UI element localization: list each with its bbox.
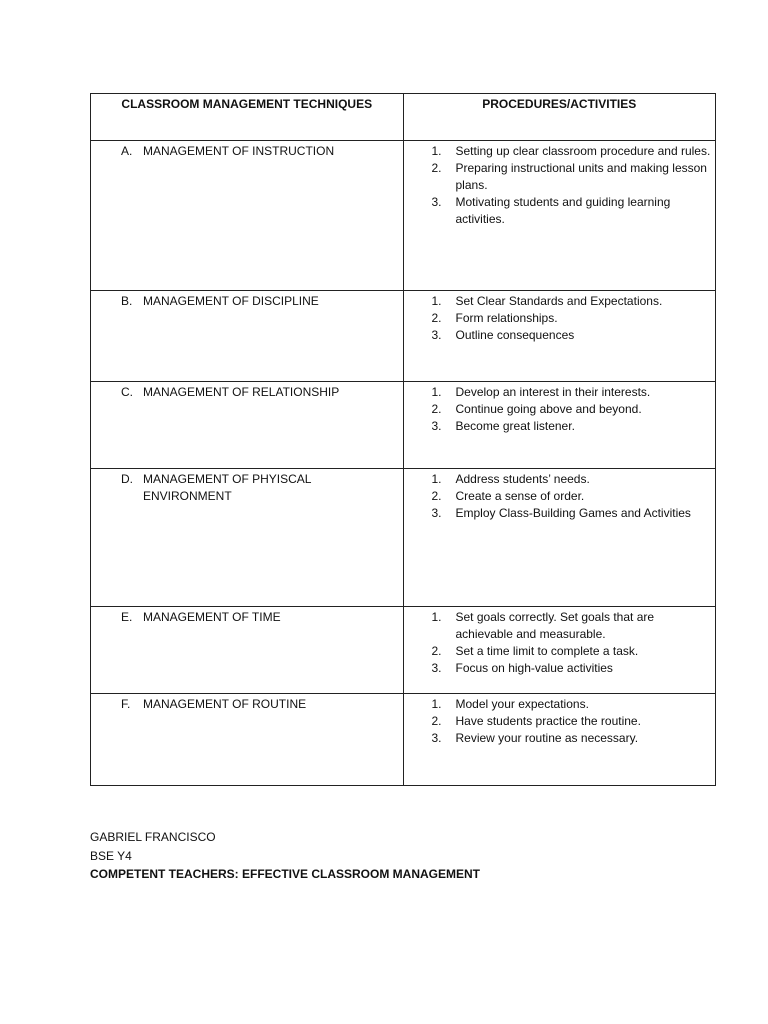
procedures-cell (403, 382, 716, 469)
document-title: COMPETENT TEACHERS: EFFECTIVE CLASSROOM MANAGEMENT (90, 867, 481, 881)
list-item: 1. Address students’ needs. (431, 472, 590, 486)
list-item: 1. Setting up clear classroom procedure and rules. (431, 144, 711, 158)
procedures-list (432, 607, 712, 677)
technique-cell (91, 469, 404, 607)
technique-name: MANAGEMENT OF TIME (143, 610, 281, 624)
list-item: 1. Model your expectations. (431, 697, 589, 711)
table-row (91, 291, 716, 382)
technique-name: MANAGEMENT OF RELATIONSHIP (143, 385, 340, 399)
header-procedures: PROCEDURES/ACTIVITIES (403, 94, 716, 141)
technique-letter: B. (121, 294, 133, 308)
technique-name: MANAGEMENT OF DISCIPLINE (143, 294, 319, 308)
techniques-table (90, 93, 716, 786)
list-item: 1. Set Clear Standards and Expectations. (431, 294, 663, 308)
table-row (91, 382, 716, 469)
header-techniques: CLASSROOM MANAGEMENT TECHNIQUES (91, 94, 404, 141)
technique-cell (91, 694, 404, 786)
technique-letter: A. (121, 144, 133, 158)
procedures-list (432, 694, 712, 747)
procedures-list (432, 469, 712, 522)
procedures-cell (403, 291, 716, 382)
procedures-list (432, 382, 712, 435)
technique-cell (91, 382, 404, 469)
list-item: 2. Continue going above and beyond. (431, 402, 642, 416)
list-item: 3. Review your routine as necessary. (431, 731, 639, 745)
procedures-list (432, 141, 712, 228)
technique-name: MANAGEMENT OF INSTRUCTION (143, 144, 335, 158)
list-item: 2. Have students practice the routine. (431, 714, 641, 728)
list-item: 2. Preparing instructional units and making lesson plans. (431, 161, 707, 192)
list-item: 3. Employ Class-Building Games and Activities (431, 506, 691, 520)
list-item: 2. Set a time limit to complete a task. (431, 644, 639, 658)
author-course: BSE Y4 (90, 848, 132, 863)
list-item: 2. Create a sense of order. (431, 489, 585, 503)
technique-cell (91, 141, 404, 291)
procedures-cell (403, 607, 716, 694)
author-name: GABRIEL FRANCISCO (90, 830, 216, 844)
list-item: 1. Develop an interest in their interests. (431, 385, 651, 399)
technique-cell (91, 291, 404, 382)
technique-cell (91, 607, 404, 694)
technique-name: MANAGEMENT OF PHYISCAL ENVIRONMENT (143, 472, 312, 503)
table-row (91, 607, 716, 694)
technique-letter: F. (121, 697, 131, 711)
technique-letter: D. (121, 472, 133, 486)
procedures-cell (403, 469, 716, 607)
table-header-row (91, 94, 716, 141)
table-row (91, 469, 716, 607)
procedures-cell (403, 694, 716, 786)
list-item: 3. Become great listener. (431, 419, 575, 433)
table-row (91, 141, 716, 291)
technique-letter: C. (121, 385, 133, 399)
list-item: 1. Set goals correctly. Set goals that are achievable and measurable. (431, 610, 655, 641)
list-item: 3. Motivating students and guiding learning activities. (431, 195, 671, 226)
table-row (91, 694, 716, 786)
list-item: 3. Outline consequences (431, 328, 575, 342)
author-footer (90, 828, 480, 884)
technique-name: MANAGEMENT OF ROUTINE (143, 697, 307, 711)
technique-letter: E. (121, 610, 133, 624)
procedures-cell (403, 141, 716, 291)
list-item: 3. Focus on high-value activities (431, 661, 613, 675)
list-item: 2. Form relationships. (431, 311, 558, 325)
procedures-list (432, 291, 712, 344)
